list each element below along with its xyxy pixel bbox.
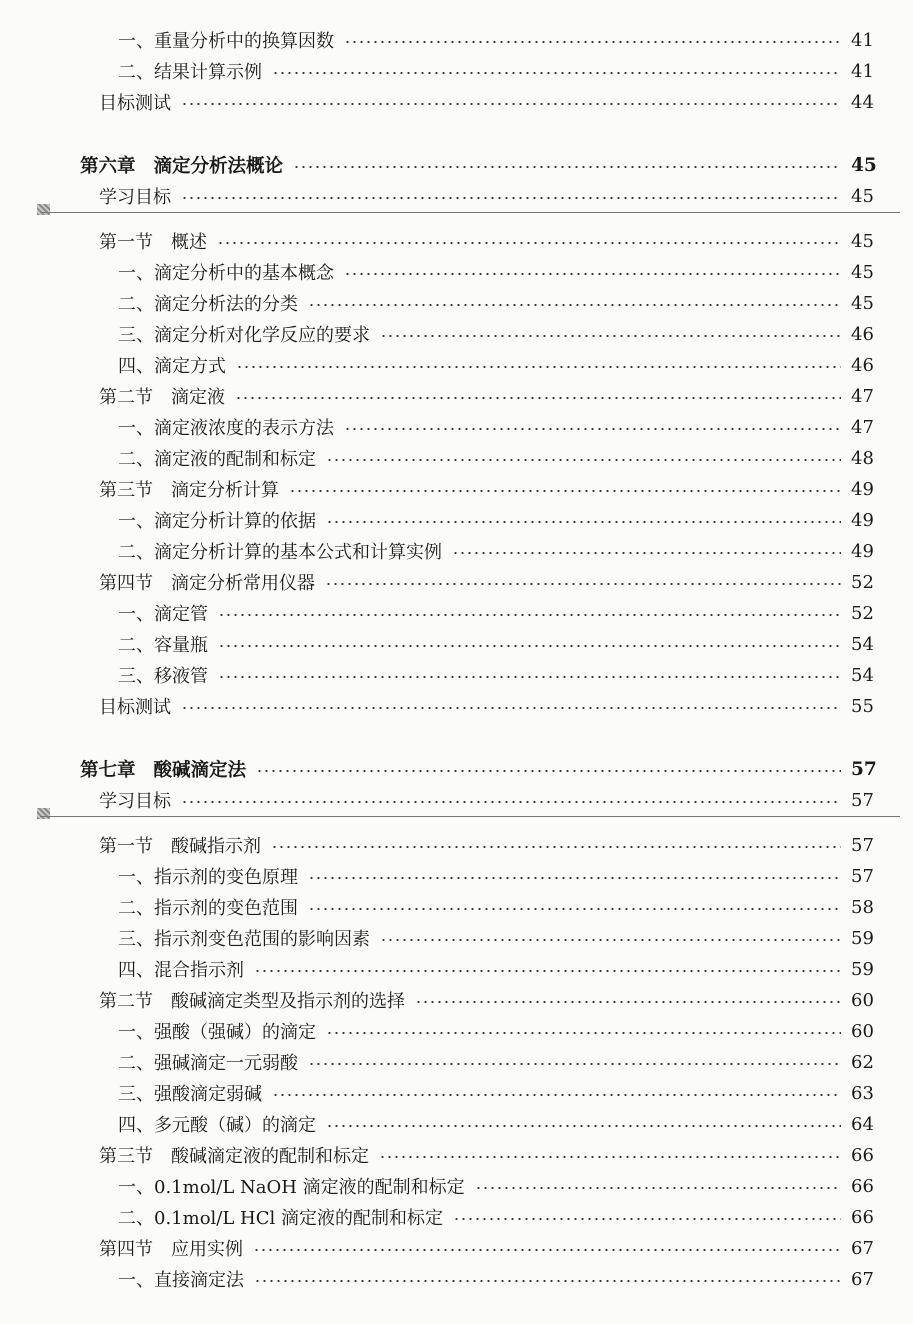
toc-entry-page: 57 [851,865,874,887]
section-number: 第二节 [99,387,153,408]
leader-dots [217,242,841,244]
chapter-number: 第六章 [80,156,136,177]
toc-entry-page: 49 [851,509,874,531]
toc-entry[interactable] [99,181,873,211]
toc-entry-page: 59 [851,927,874,949]
toc-entry[interactable] [118,923,873,953]
toc-entry-text: 三、滴定分析对化学反应的要求 [118,325,370,346]
toc-entry-text: 四、混合指示剂 [118,960,244,981]
leader-dots [380,939,841,941]
toc-entry-page: 66 [851,1175,874,1197]
toc-entry-page: 57 [851,789,874,811]
toc-entry-text: 二、强碱滴定一元弱酸 [118,1053,298,1074]
section-title: 应用实例 [171,1239,243,1260]
section-number: 第四节 [99,1239,153,1260]
chapter-title: 酸碱滴定法 [153,760,247,781]
toc-entry-text: 目标测试 [99,697,171,718]
toc-entry-page: 48 [851,447,874,469]
section-divider [40,212,900,213]
toc-entry-text: 一、直接滴定法 [118,1270,244,1291]
toc-entry-page: 67 [851,1237,874,1259]
leader-dots [308,877,841,879]
leader-dots [181,707,841,709]
leader-dots [253,1249,841,1251]
toc-entry-page: 47 [851,416,874,438]
chapter-number: 第七章 [80,760,136,781]
toc-entry[interactable] [99,87,873,117]
toc-section[interactable] [99,567,873,597]
toc-entry-page: 58 [851,896,874,918]
toc-entry[interactable] [118,257,873,287]
toc-entry-page: 54 [851,633,874,655]
toc-entry-text: 四、滴定方式 [118,356,226,377]
leader-dots [271,846,841,848]
toc-entry[interactable] [99,691,873,721]
leader-dots [453,1218,841,1220]
toc-entry-page: 41 [851,29,874,51]
toc-entry-page: 45 [851,154,877,176]
toc-entry-page: 46 [851,354,874,376]
section-title: 概述 [171,232,207,253]
toc-section[interactable] [99,381,873,411]
margin-marker [37,204,50,215]
leader-dots [326,1125,841,1127]
leader-dots [308,1063,841,1065]
toc-entry-text: 二、滴定分析计算的基本公式和计算实例 [118,542,442,563]
toc-entry-text: 一、滴定管 [118,604,208,625]
toc-entry[interactable] [118,1016,873,1046]
toc-entry[interactable] [118,861,873,891]
section-number: 第二节 [99,991,153,1012]
leader-dots [308,908,841,910]
section-title: 酸碱指示剂 [171,836,261,857]
toc-entry-page: 49 [851,540,874,562]
toc-entry[interactable] [118,505,873,535]
leader-dots [256,770,841,772]
toc-entry-text: 学习目标 [99,187,171,208]
section-number: 第四节 [99,573,153,594]
toc-entry[interactable] [118,56,873,86]
toc-entry-page: 64 [851,1113,874,1135]
section-title: 滴定液 [171,387,225,408]
toc-entry-page: 63 [851,1082,874,1104]
toc-entry-page: 46 [851,323,874,345]
leader-dots [325,583,841,585]
toc-entry-page: 66 [851,1144,874,1166]
leader-dots [181,197,841,199]
toc-entry[interactable] [118,1171,873,1201]
leader-dots [344,428,841,430]
toc-entry-text: 一、强酸（强碱）的滴定 [118,1022,316,1043]
toc-entry-text: 二、结果计算示例 [118,62,262,83]
toc-entry-text: 一、滴定分析中的基本概念 [118,263,334,284]
toc-entry[interactable] [118,412,873,442]
toc-entry[interactable] [118,954,873,984]
toc-section[interactable] [99,830,873,860]
leader-dots [218,676,841,678]
leader-dots [344,41,841,43]
toc-entry-text: 三、强酸滴定弱碱 [118,1084,262,1105]
toc-entry-text: 二、指示剂的变色范围 [118,898,298,919]
toc-entry-page: 60 [851,989,874,1011]
leader-dots [272,1094,841,1096]
section-number: 第一节 [99,836,153,857]
toc-entry-text: 一、滴定分析计算的依据 [118,511,316,532]
leader-dots [475,1187,841,1189]
leader-dots [218,614,841,616]
toc-entry-text: 四、多元酸（碱）的滴定 [118,1115,316,1136]
leader-dots [236,366,841,368]
toc-entry[interactable] [118,660,873,690]
toc-entry[interactable] [118,443,873,473]
section-title: 滴定分析计算 [171,480,279,501]
toc-section[interactable] [99,474,873,504]
toc-entry[interactable] [118,536,873,566]
toc-entry-page: 41 [851,60,874,82]
toc-entry[interactable] [118,892,873,922]
toc-entry-page: 45 [851,185,874,207]
toc-entry-text: 三、指示剂变色范围的影响因素 [118,929,370,950]
toc-entry-page: 57 [851,834,874,856]
toc-entry-text: 一、0.1mol/L NaOH 滴定液的配制和标定 [118,1177,465,1198]
toc-entry[interactable] [99,785,873,815]
toc-entry-page: 45 [851,230,874,252]
toc-section[interactable] [99,1140,873,1170]
margin-marker [37,808,50,819]
toc-entry-page: 66 [851,1206,874,1228]
toc-chapter[interactable] [80,150,877,180]
leader-dots [326,521,841,523]
toc-entry-text: 二、容量瓶 [118,635,208,656]
toc-section[interactable] [99,985,873,1015]
toc-entry-text: 三、移液管 [118,666,208,687]
toc-entry-text: 二、0.1mol/L HCl 滴定液的配制和标定 [118,1208,443,1229]
toc-section[interactable] [99,226,873,256]
leader-dots [326,459,841,461]
toc-entry-page: 54 [851,664,874,686]
leader-dots [380,335,841,337]
toc-entry-text: 学习目标 [99,791,171,812]
leader-dots [181,103,841,105]
toc-entry[interactable] [118,1264,873,1294]
toc-entry[interactable] [118,350,873,380]
leader-dots [181,801,841,803]
leader-dots [254,970,841,972]
toc-entry-page: 57 [851,758,877,780]
toc-entry[interactable] [118,288,873,318]
toc-entry-page: 52 [851,571,874,593]
chapter-title: 滴定分析法概论 [153,156,284,177]
toc-entry[interactable] [118,598,873,628]
toc-entry[interactable] [118,629,873,659]
toc-entry-text: 二、滴定液的配制和标定 [118,449,316,470]
section-number: 第三节 [99,480,153,501]
leader-dots [344,273,841,275]
toc-entry-text: 一、滴定液浓度的表示方法 [118,418,334,439]
toc-entry-text: 一、重量分析中的换算因数 [118,31,334,52]
leader-dots [289,490,841,492]
section-title: 酸碱滴定液的配制和标定 [171,1146,369,1167]
toc-entry-page: 45 [851,292,874,314]
toc-entry-page: 55 [851,695,874,717]
leader-dots [254,1280,841,1282]
toc-entry-page: 59 [851,958,874,980]
leader-dots [235,397,841,399]
toc-entry-page: 49 [851,478,874,500]
toc-entry-text: 目标测试 [99,93,171,114]
leader-dots [452,552,841,554]
toc-entry-text: 一、指示剂的变色原理 [118,867,298,888]
section-title: 滴定分析常用仪器 [171,573,315,594]
toc-chapter[interactable] [80,754,877,784]
toc-entry[interactable] [118,319,873,349]
toc-entry-text: 二、滴定分析法的分类 [118,294,298,315]
leader-dots [272,72,841,74]
section-number: 第三节 [99,1146,153,1167]
leader-dots [293,166,841,168]
toc-section[interactable] [99,1233,873,1263]
toc-entry[interactable] [118,1078,873,1108]
leader-dots [308,304,841,306]
section-divider [40,816,900,817]
toc-entry-page: 52 [851,602,874,624]
leader-dots [218,645,841,647]
toc-entry-page: 67 [851,1268,874,1290]
section-number: 第一节 [99,232,153,253]
toc-entry-page: 45 [851,261,874,283]
toc-entry-page: 44 [851,91,874,113]
leader-dots [326,1032,841,1034]
toc-entry[interactable] [118,25,873,55]
toc-entry-page: 62 [851,1051,874,1073]
leader-dots [415,1001,841,1003]
toc-entry[interactable] [118,1047,873,1077]
leader-dots [379,1156,841,1158]
toc-entry-page: 60 [851,1020,874,1042]
toc-entry[interactable] [118,1202,873,1232]
toc-entry[interactable] [118,1109,873,1139]
toc-entry-page: 47 [851,385,874,407]
section-title: 酸碱滴定类型及指示剂的选择 [171,991,405,1012]
